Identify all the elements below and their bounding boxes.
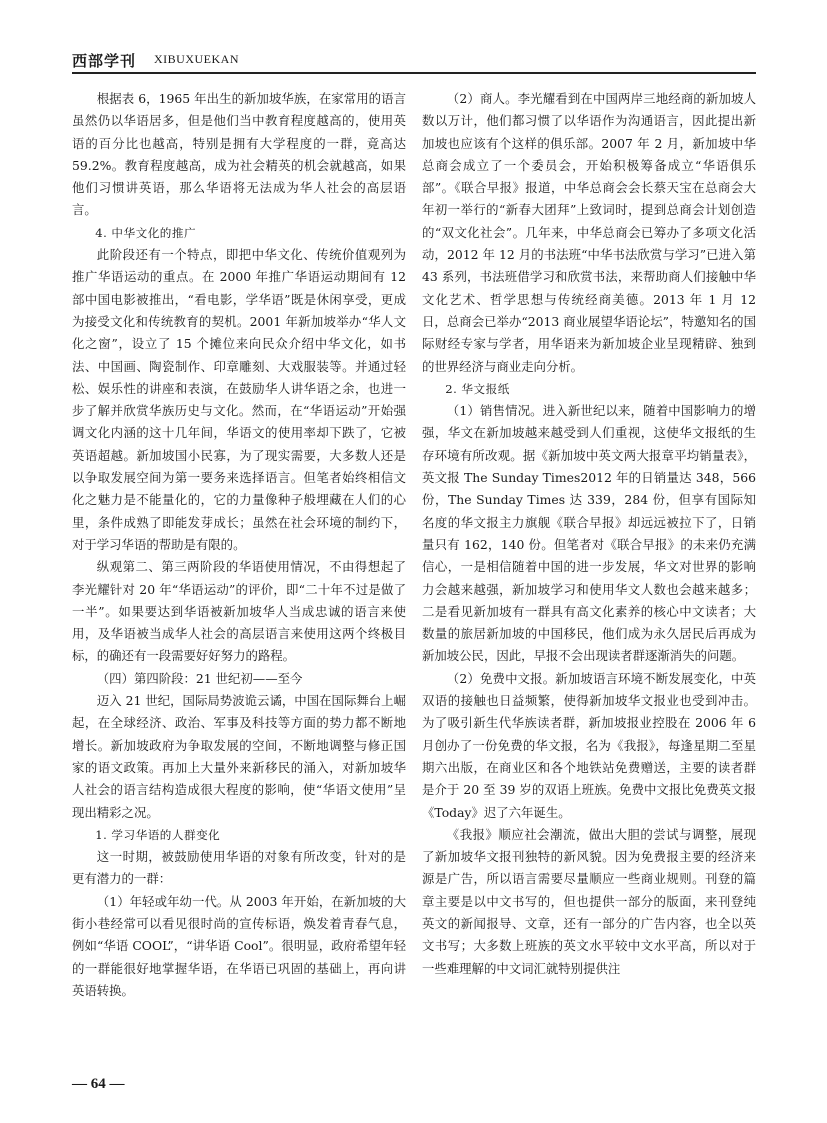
paragraph: 纵观第二、第三两阶段的华语使用情况，不由得想起了李光耀针对 20 年“华语运动”的评价，即“二十年不过是做了一半”。如果要达到华语被新加坡华人当成忠诚的语言来使用，及华语被当成华人社会的高层语言来使用这两个终极目标，的确还有一段需要好好努力的路程。 [72, 559, 406, 664]
journal-title: 西部学刊 [72, 52, 137, 70]
right-column [422, 88, 756, 1073]
journal-title-pinyin: XIBUXUEKAN [154, 52, 239, 66]
paragraph: 此阶段还有一个特点，即把中华文化、传统价值观列为推广华语运动的重点。在 2000 年推广华语运动期间有 12 部中国电影被推出，“看电影，学华语”既是休闲享受，更成为接受文化和传统教育的契机。2001 年新加坡举办“华人文化之窗”，设立了 15 个摊位来向民众介绍中华文化，如书法、中国画、陶瓷制作、印章雕刻、大戏服装等。并通过轻松、娱乐性的讲座和表演，在鼓励华人讲华语之余，也进一步了解并欣赏华族历史与文化。然而，在“华语运动”开始强调文化内涵的这十几年间，华语文的使用率却下跌了，它被英语超越。新加坡国小民寡，为了现实需要，大多数人还是以争取发展空间为第一要务来选择语言。但笔者始终相信文化之魅力是不能量化的，它的力量像种子般埋藏在人们的心里，条件成熟了即能发芽成长；虽然在社会环境的制约下，对于学习华语的帮助是有限的。 [72, 247, 406, 552]
left-column [72, 88, 406, 1073]
section-heading: 2. 华文报纸 [445, 381, 510, 396]
paragraph: （2）免费中文报。新加坡语言环境不断发展变化，中英双语的接触也日益频繁，使得新加坡华文报业也受到冲击。为了吸引新生代华族读者群，新加坡报业控股在 2006 年 6 月创办了一份免费的华文报，名为《我报》，每逢星期二至星期六出版，在商业区和各个地铁站免费赠送，主要的读者群是介于 20 至 39 岁的双语上班族。免费中文报比免费英文报《Today》迟了六年诞生。 [422, 670, 756, 820]
paragraph: （1）销售情况。进入新世纪以来，随着中国影响力的增强，华文在新加坡越来越受到人们重视，这使华文报纸的生存环境有所改观。据《新加坡中英文两大报章平均销量表》，英文报 The Sunday Times2012 年的日销量达 348，566 份，The Sunday Times 达 339，284 份，但享有国际知名度的华文报主力旗舰《联合早报》却远远被拉下了，日销量只有 162，140 份。但笔者对《联合早报》的未来仍充满信心，一是相信随着中国的进一步发展，华文对世界的影响力会越来越强，新加坡学习和使用华文人数也会越来越多；二是看见新加坡有一群具有高文化素养的核心中文读者；大数量的旅居新加坡的中国移民，他们成为永久居民后再成为新加坡公民，因此，早报不会出现读者群逐渐消失的问题。 [422, 403, 756, 664]
section-heading: （四）第四阶段：21 世纪初——至今 [96, 670, 303, 686]
paragraph: 《我报》顺应社会潮流，做出大胆的尝试与调整，展现了新加坡华文报刊独特的新风貌。因为免费报主要的经济来源是广告，所以语言需要尽量顺应一些商业规则。刊登的篇章主要是以中文书写的，但也提供一部分的版面，来刊登纯英文的新闻报导、文章，还有一部分的广告内容，也全以英文书写；大多数上班族的英文水平较中文水平高，所以对于一些难理解的中文词汇就特别提供注 [422, 826, 756, 976]
paragraph: 根据表 6，1965 年出生的新加坡华族，在家常用的语言虽然仍以华语居多，但是他们当中教育程度越高的，使用英语的百分比也越高，特别是拥有大学程度的一群，竟高达 59.2%。教育程度越高，成为社会精英的机会就越高，如果他们习惯讲英语，那么华语将无法成为华人社会的高层语言。 [72, 91, 406, 218]
page-number: — 64 — [72, 1076, 125, 1092]
section-heading: 4. 中华文化的推广 [95, 225, 197, 240]
paragraph: （1）年轻或年幼一代。从 2003 年开始，在新加坡的大街小巷经常可以看见很时尚的宣传标语，焕发着青春气息，例如“华语 COOL”，“讲华语 Cool”。很明显，政府希望年轻的一群能很好地掌握华语，在华语已巩固的基础上，再向讲英语转换。 [72, 893, 406, 998]
section-heading: 1. 学习华语的人群变化 [95, 827, 221, 842]
paragraph: 迈入 21 世纪，国际局势波诡云谲，中国在国际舞台上崛起，在全球经济、政治、军事及科技等方面的势力都不断地增长。新加坡政府为争取发展的空间，不断地调整与修正国家的语文政策。再加上大量外来新移民的涌入，对新加坡华人社会的语言结构造成很大程度的影响，使“华语文使用”呈现出精彩之况。 [72, 693, 406, 820]
paragraph: 这一时期，被鼓励使用华语的对象有所改变，针对的是更有潜力的一群： [72, 849, 406, 887]
running-header [72, 46, 756, 74]
paragraph: （2）商人。李光耀看到在中国两岸三地经商的新加坡人数以万计，他们都习惯了以华语作为沟通语言，因此提出新加坡也应该有个这样的俱乐部。2007 年 2 月，新加坡中华总商会成立了一个委员会，开始积极筹备成立“华语俱乐部”。《联合早报》报道，中华总商会会长蔡天宝在总商会大年初一举行的“新春大团拜”上致词时，提到总商会计划创造的“双文化社会”。几年来，中华总商会已筹办了多项文化活动，2012 年 12 月的书法班“中华书法欣赏与学习”已进入第 43 系列，书法班借学习和欣赏书法，来帮助商人们接触中华文化艺术、哲学思想与传统经商美德。2013 年 1 月 12 日，总商会已举办“2013 商业展望华语论坛”，特邀知名的国际财经专家与学者，用华语来为新加坡企业呈现精辟、独到的世界经济与商业走向分析。 [422, 91, 756, 374]
